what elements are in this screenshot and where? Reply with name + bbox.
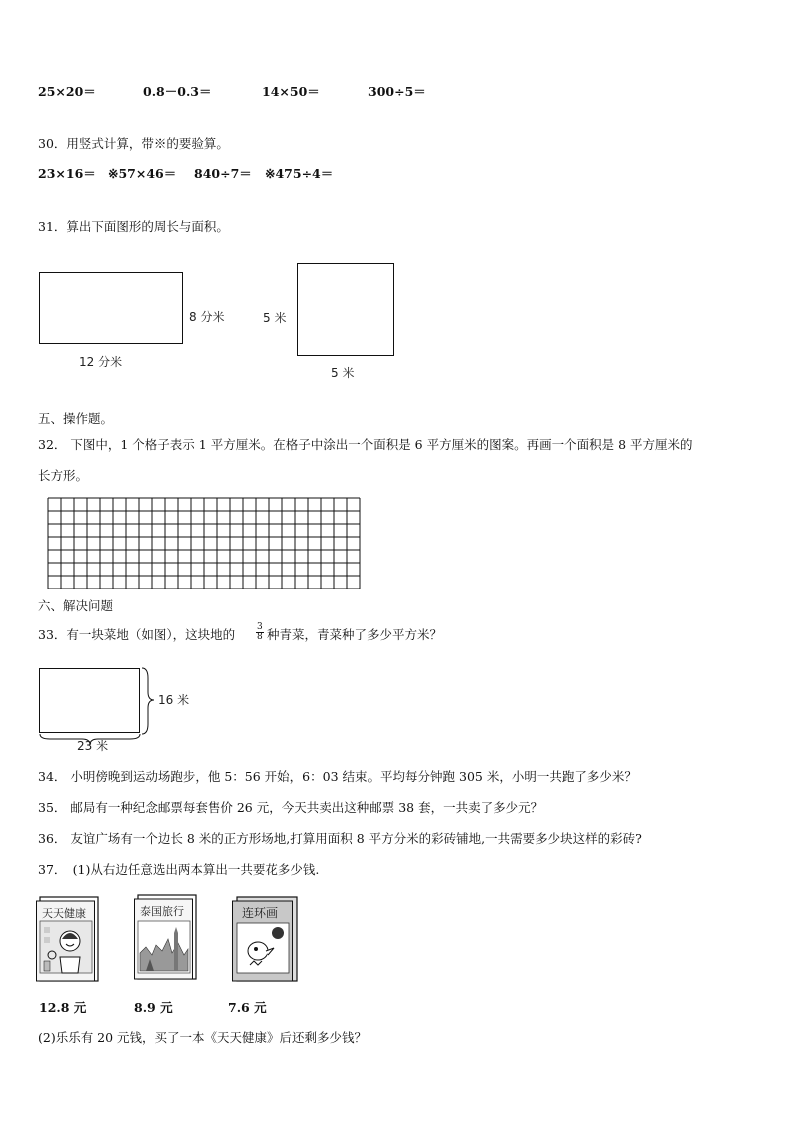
q33-prefix: 33．有一块菜地（如图），这块地的 xyxy=(38,627,236,642)
q30-item: ※475÷4＝ xyxy=(265,166,334,181)
arith-item: 25×20＝ xyxy=(38,84,96,99)
arith-item: 300÷5＝ xyxy=(368,84,426,99)
vegetable-plot-rectangle xyxy=(39,668,140,733)
book-price: 12.8 元 xyxy=(39,1000,87,1015)
arith-item: 14×50＝ xyxy=(262,84,320,99)
q34-text: 34． 小明傍晚到运动场跑步，他 5：56 开始，6：03 结束。平均每分钟跑 305 米，小明一共跑了多少米？ xyxy=(38,769,637,784)
q37-part1: 37． (1)从右边任意选出两本算出一共要花多少钱. xyxy=(38,862,320,877)
q32-line2: 长方形。 xyxy=(38,468,89,483)
section-six-heading: 六、解决问题 xyxy=(38,598,114,613)
q32-line1: 32． 下图中，1 个格子表示 1 平方厘米。在格子中涂出一个面积是 6 平方厘米的图案。再画一个面积是 8 平方厘米的 xyxy=(38,437,693,452)
rect-height-label: 8 分米 xyxy=(189,310,225,324)
square-side-label: 5 米 xyxy=(263,311,287,325)
q30-title: 30．用竖式计算，带※的要验算。 xyxy=(38,136,229,151)
square-bottom-label: 5 米 xyxy=(331,366,355,380)
book-lianhuanhua[interactable] xyxy=(232,895,300,983)
q36-text: 36． 友谊广场有一个边长 8 米的正方形场地,打算用面积 8 平方分米的彩砖铺地,一共需要多少块这样的彩砖? xyxy=(38,831,642,846)
square-figure xyxy=(297,263,394,356)
section-five-heading: 五、操作题。 xyxy=(38,411,114,426)
fraction-three-eighths xyxy=(256,623,264,642)
rectangle-figure xyxy=(39,272,183,344)
q30-item: 840÷7＝ xyxy=(194,166,252,181)
book-price: 7.6 元 xyxy=(228,1000,267,1015)
plot-height-label: 16 米 xyxy=(158,693,190,707)
fraction-denominator: 8 xyxy=(257,632,263,642)
square-grid[interactable] xyxy=(47,497,365,589)
book-price: 8.9 元 xyxy=(134,1000,173,1015)
book-title: 天天健康 xyxy=(42,907,86,920)
q33-suffix: 种青菜，青菜种了多少平方米？ xyxy=(267,627,443,642)
rect-width-label: 12 分米 xyxy=(79,355,123,369)
q31-title: 31．算出下面图形的周长与面积。 xyxy=(38,219,229,234)
plot-width-label: 23 米 xyxy=(77,739,109,753)
q30-item: 23×16＝ xyxy=(38,166,96,181)
right-brace-icon xyxy=(140,666,156,736)
fraction-numerator: 3 xyxy=(257,622,263,632)
arith-item: 0.8－0.3＝ xyxy=(143,84,212,99)
book-tiantian-jiankang[interactable] xyxy=(36,895,100,983)
book-title: 泰国旅行 xyxy=(140,905,184,918)
q35-text: 35． 邮局有一种纪念邮票每套售价 26 元，今天共卖出这种邮票 38 套，一共卖了多少元？ xyxy=(38,800,544,815)
book-title: 连环画 xyxy=(242,906,279,920)
q37-part2: (2)乐乐有 20 元钱，买了一本《天天健康》后还剩多少钱？ xyxy=(38,1030,368,1045)
book-taiguo-lvxing[interactable] xyxy=(134,893,198,981)
q30-item: ※57×46＝ xyxy=(108,166,177,181)
